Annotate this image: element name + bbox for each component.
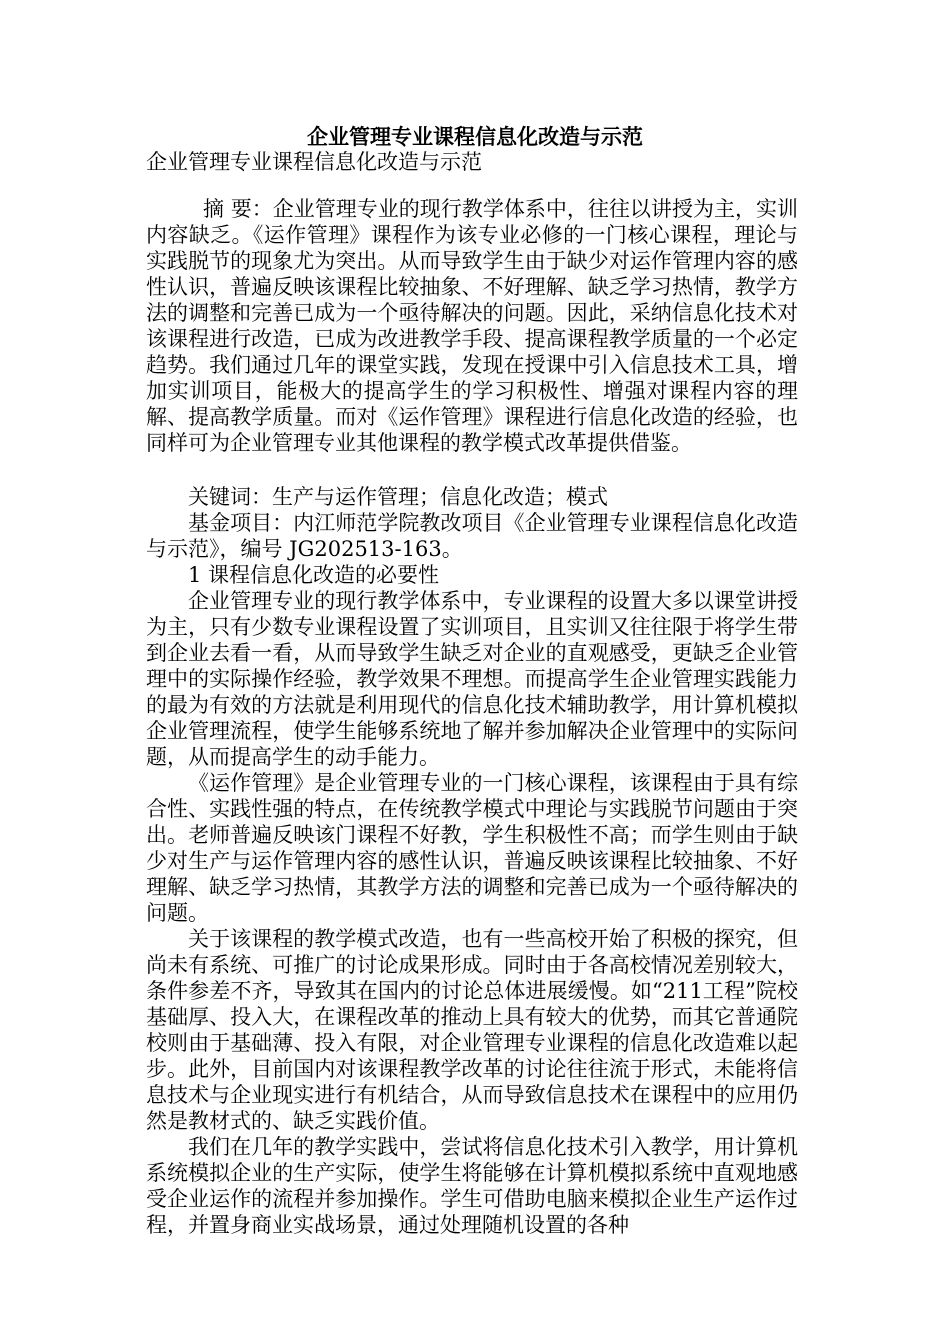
body-paragraph: 企业管理专业的现行教学体系中，专业课程的设置大多以课堂讲授为主，只有少数专业课程设置了实训项目，且实训又往往限于将学生带到企业去看一看，从而导致学生缺乏对企业的直观感受，更缺乏企业管理中的实际操作经验，教学效果不理想。而提高学生企业管理实践能力的最为有效的方法就是利用现代的信息化技术辅助教学，用计算机模拟企业管理流程，使学生能够系统地了解并参加解决企业管理中的实际问题，从而提高学生的动手能力。 [146, 589, 798, 769]
section-heading: 1 课程信息化改造的必要性 [188, 563, 440, 587]
document-title: 企业管理专业课程信息化改造与示范 [307, 124, 643, 149]
body-paragraph: 我们在几年的教学实践中，尝试将信息化技术引入教学，用计算机系统模拟企业的生产实际，使学生将能够在计算机模拟系统中直观地感受企业运作的流程并参加操作。学生可借助电脑来模拟企业生产运作过程，并置身商业实战场景，通过处理随机设置的各种 [146, 1135, 798, 1237]
document-subtitle: 企业管理专业课程信息化改造与示范 [146, 150, 482, 174]
fund-line: 基金项目：内江师范学院教改项目《企业管理专业课程信息化改造与示范》，编号 JG202513-163。 [146, 511, 798, 561]
abstract-label: 摘 要： [203, 197, 273, 221]
abstract-text: 企业管理专业的现行教学体系中，往往以讲授为主，实训内容缺乏。《运作管理》课程作为该专业必修的一门核心课程，理论与实践脱节的现象尤为突出。从而导致学生由于缺少对运作管理内容的感性认识，普遍反映该课程比较抽象、不好理解、缺乏学习热情，教学方法的调整和完善已成为一个亟待解决的问题。因此，采纳信息化技术对该课程进行改造，已成为改进教学手段、提高课程教学质量的一个必定趋势。我们通过几年的课堂实践，发现在授课中引入信息技术工具，增加实训项目，能极大的提高学生的学习积极性、增强对课程内容的理解、提高教学质量。而对《运作管理》课程进行信息化改造的经验，也同样可为企业管理专业其他课程的教学模式改革提供借鉴。 [146, 197, 798, 455]
body-paragraph: 关于该课程的教学模式改造，也有一些高校开始了积极的探究，但尚未有系统、可推广的讨论成果形成。同时由于各高校情况差别较大，条件参差不齐，导致其在国内的讨论总体进展缓慢。如“211工程”院校基础厚、投入大，在课程改革的推动上具有较大的优势，而其它普通院校则由于基础薄、投入有限，对企业管理专业课程的信息化改造难以起步。此外，目前国内对该课程教学改革的讨论往往流于形式，未能将信息技术与企业现实进行有机结合，从而导致信息技术在课程中的应用仍然是教材式的、缺乏实践价值。 [146, 927, 798, 1133]
abstract-paragraph [146, 196, 798, 456]
document-body [146, 196, 798, 1238]
keywords-line: 关键词：生产与运作管理；信息化改造；模式 [188, 485, 608, 509]
body-paragraph: 《运作管理》是企业管理专业的一门核心课程，该课程由于具有综合性、实践性强的特点，在传统教学模式中理论与实践脱节问题由于突出。老师普遍反映该门课程不好教，学生积极性不高；而学生则由于缺少对生产与运作管理内容的感性认识，普遍反映该课程比较抽象、不好理解、缺乏学习热情，其教学方法的调整和完善已成为一个亟待解决的问题。 [146, 771, 798, 925]
paragraph-spacer [146, 456, 798, 484]
